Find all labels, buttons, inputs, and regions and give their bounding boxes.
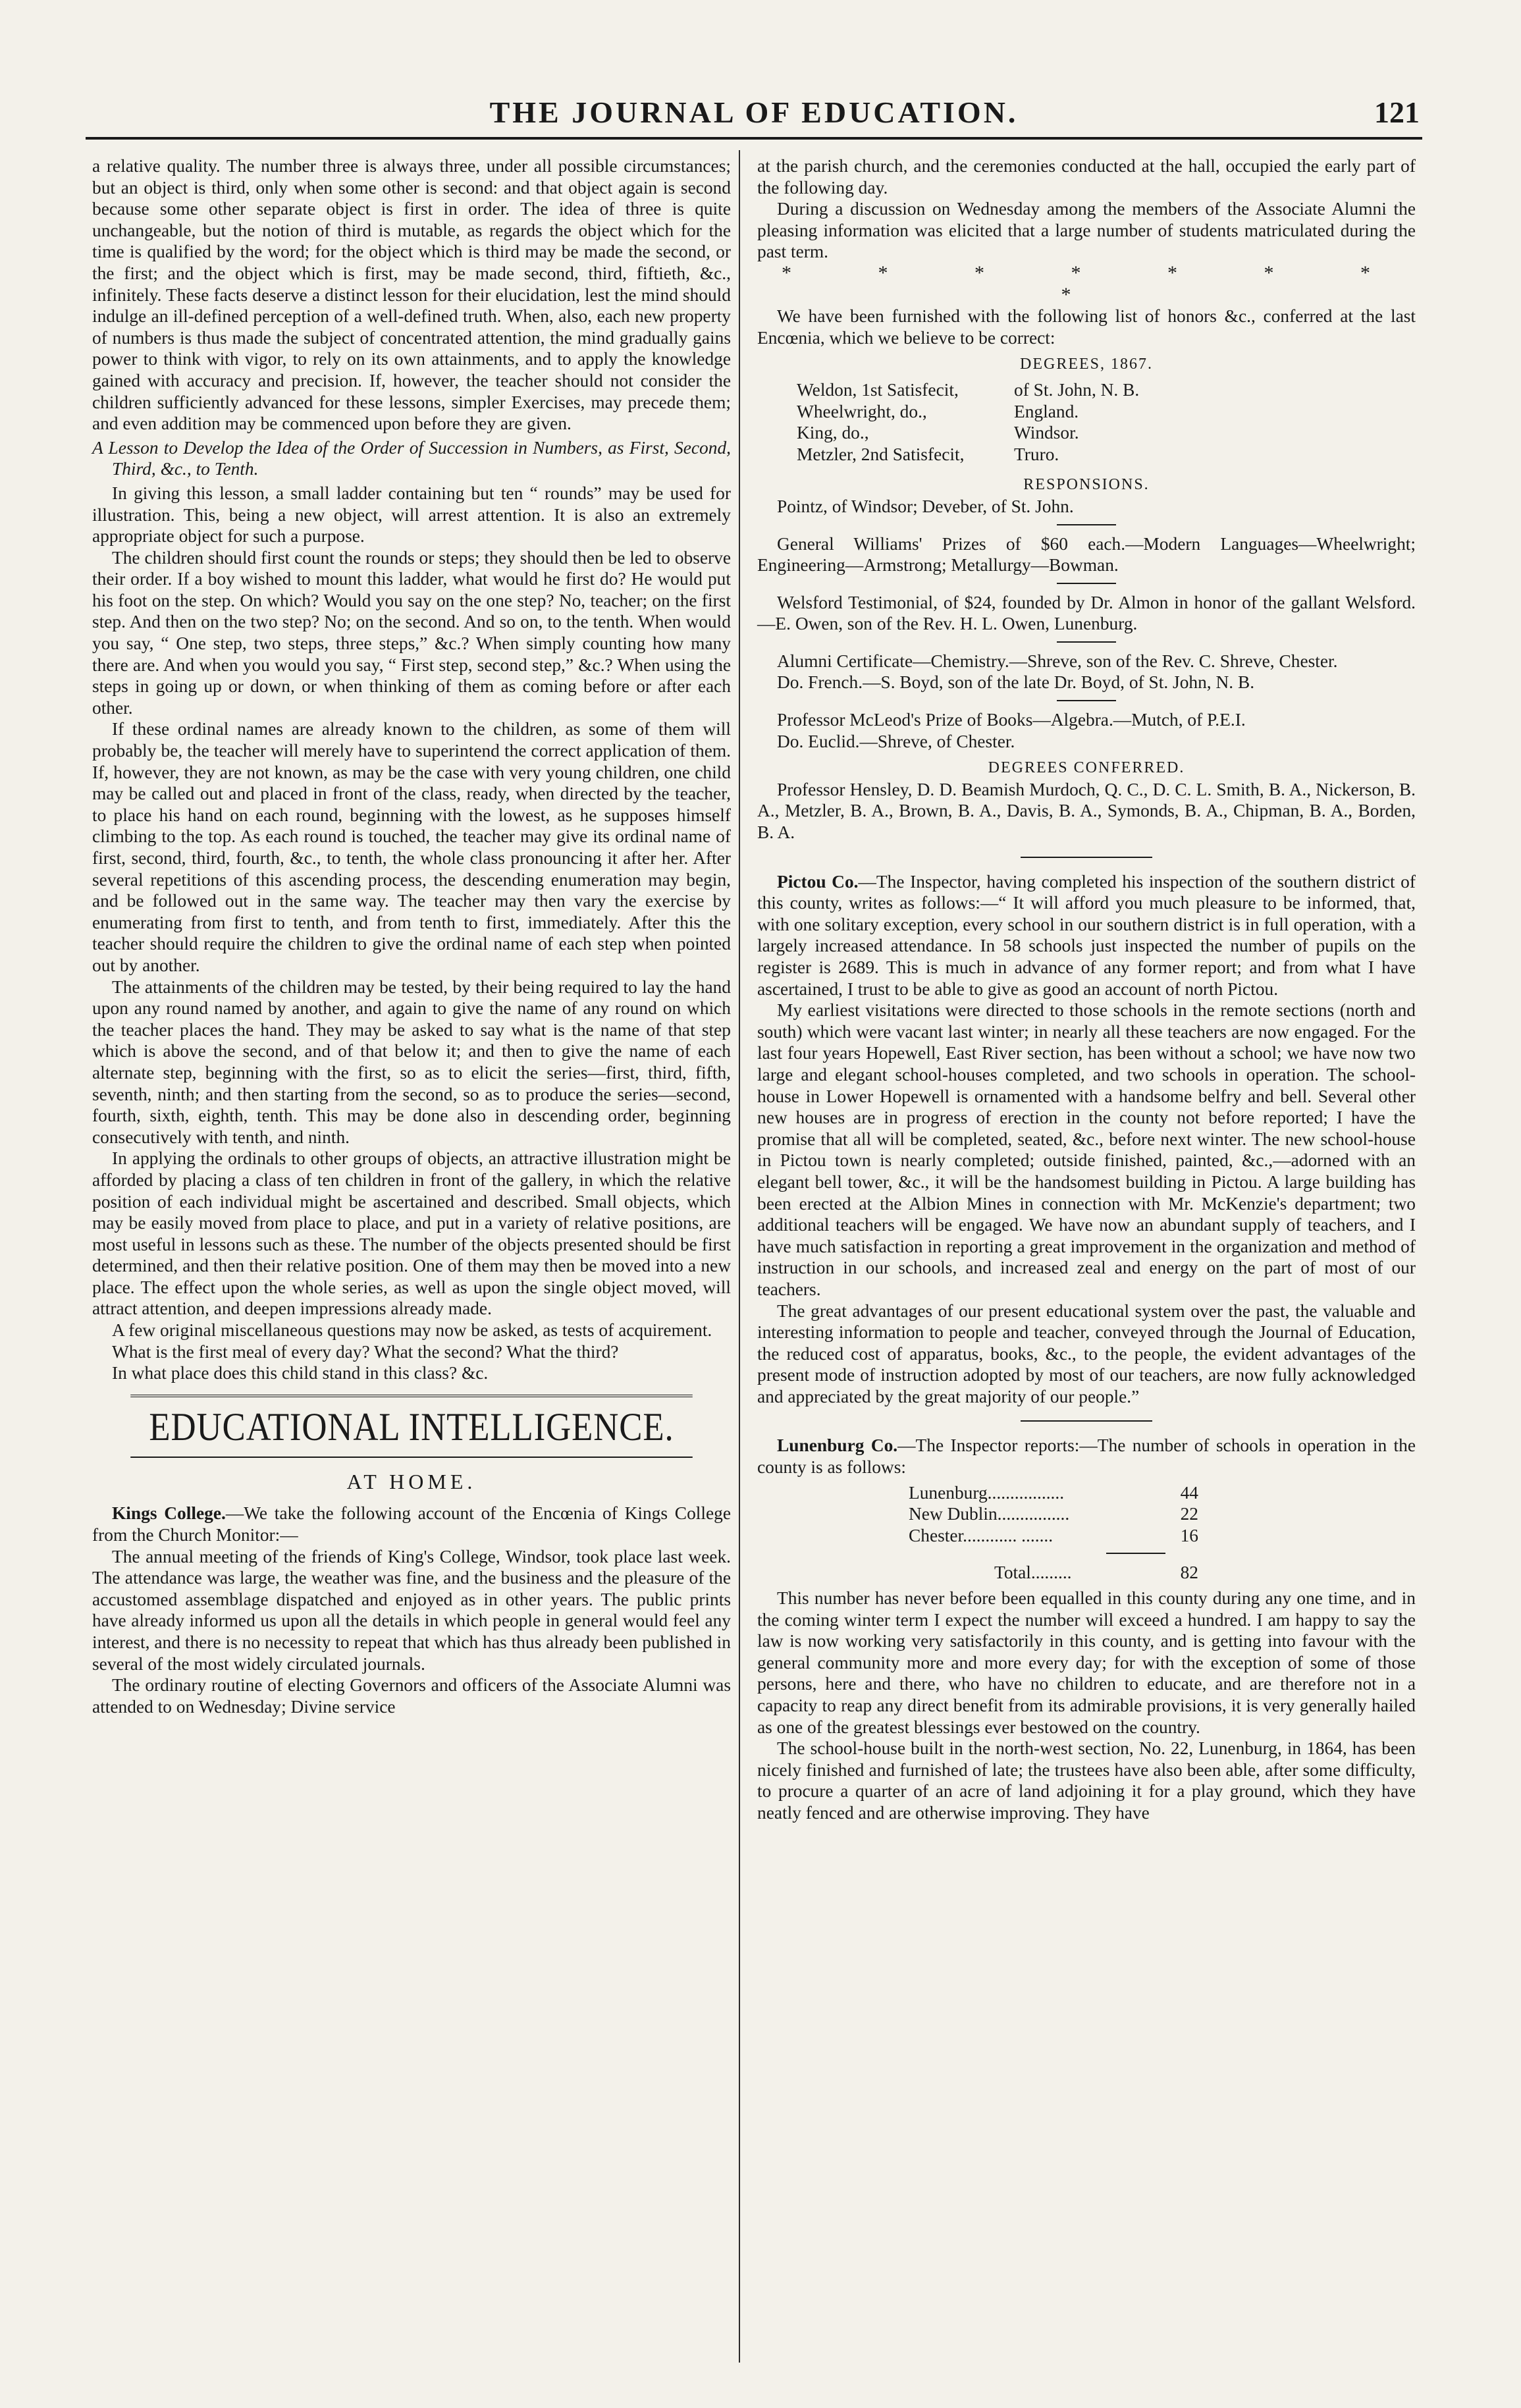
degrees-heading: DEGREES, 1867. (1020, 356, 1153, 373)
table-total-row: Total......... 82 (994, 1563, 1198, 1583)
paragraph: The great advantages of our present educational system over the past, the valuable and interesting information to people and teacher, conveyed through the Journal of Education, the reduced cost of apparatus, books, &c., to the people, the evident advantages of the present mode of instruction adopted by most of our teachers, are now fully acknowledged and appreciated by the great majority of our people.” (757, 1300, 1416, 1406)
sum-rule (1106, 1553, 1165, 1554)
list-item: Metzler, 2nd Satisfecit, Truro. (797, 444, 1059, 464)
short-rule (1057, 524, 1116, 525)
page-header (86, 94, 1422, 140)
subsection-heading: AT HOME. (346, 1469, 477, 1493)
run-in-heading: Kings College. (112, 1503, 226, 1524)
paragraph: The children should first count the rounds or steps; they should then be led to observe their order. If a boy wished to mount this ladder, what would he first do? He would put his foot on the step. On which? Would you say on the one step? No, teacher; on the first step. And then on the two step? No; on the second. And so on, to the tenth. When would you say, “ One step, two steps, three steps,” &c.? When simply counting how many there are. And when you would you say, “ First step, second step,” &c.? When using the steps in going up or down, or when thinking of them as coming before or after each other. (92, 547, 731, 718)
paragraph: In giving this lesson, a small ladder containing but ten “ rounds” may be used for illustration. This, being a new object, will arrest attention. It is also an extremely appropriate object for such a purpose. (92, 483, 731, 547)
paragraph: The annual meeting of the friends of King's College, Windsor, took place last week. The attendance was large, the weather was fine, and the business and the pleasure of the accustomed assemblage dispatched and enjoyed as in other years. The public prints have already informed us upon all the details in which people in general would feel any interest, and there is no necessity to repeat that which has thus already been published in several of the most widely circulated journals. (92, 1546, 731, 1674)
degrees-list (757, 379, 1416, 465)
paragraph: General Williams' Prizes of $60 each.—Modern Languages—Wheelwright; Engineering—Armstrong; Metallurgy—Bowman. (757, 533, 1416, 575)
paragraph: In what place does this child stand in this class? &c. (112, 1363, 489, 1383)
paragraph: We have been furnished with the following list of honors &c., conferred at the last Encœnia, which we believe to be correct: (757, 306, 1416, 348)
schools-table (909, 1482, 1198, 1584)
short-rule (1057, 700, 1116, 701)
paragraph-lunenburg (757, 1435, 1416, 1478)
paragraph: A few original miscellaneous questions may now be asked, as tests of acquirement. (112, 1320, 712, 1341)
responsions-heading: RESPONSIONS. (1023, 476, 1150, 494)
paragraph: If these ordinal names are already known to the children, as some of them will probably be, the teacher will merely have to superintend the correct application of them. If, however, they are not known, as may be the case with very young children, one child may be called out and placed in front of the class, ready, when directed by the teacher, to place his hand on each round, beginning with the lowest, as he supposes himself climbing to the top. As each round is touched, the teacher may give its ordinal name of first, second, third, fourth, &c., to tenth, the whole class pronouncing it after her. After several repetitions of this ascending process, the descending enumeration may begin, and be followed out in the same way. The teacher may then vary the exercise by enumerating from first to tenth, and from tenth to first, immediately. After this the teacher should require the children to give the ordinal name of each step when pointed out by another. (92, 719, 731, 975)
paragraph: Welsford Testimonial, of $24, founded by Dr. Almon in honor of the gallant Welsford.—E. Owen, son of the Rev. H. L. Owen, Lunenburg. (757, 592, 1416, 634)
paragraph-kings-college (92, 1503, 731, 1545)
table-row: Lunenburg................. 44 (909, 1482, 1198, 1503)
paragraph: Professor Hensley, D. D. Beamish Murdoch, Q. C., D. C. L. Smith, B. A., Nickerson, B. A., Metzler, B. A., Brown, B. A., Davis, B. A., Symonds, B. A., Chipman, B. A., Borden, B. A. (757, 779, 1416, 843)
run-in-heading: Pictou Co. (777, 871, 859, 892)
run-in-heading: Lunenburg Co. (777, 1435, 898, 1456)
paragraph: What is the first meal of every day? What the second? What the third? (112, 1341, 619, 1362)
page-number: 121 (1374, 95, 1420, 129)
list-item: King, do., Windsor. (797, 423, 1079, 443)
paragraph: In applying the ordinals to other groups of objects, an attractive illustration might be afforded by placing a class of ten children in front of the gallery, in which the relative position of each individual might be ascertained and described. Small objects, which may be easily moved from place to place, and put in a variety of relative positions, are most useful in lessons such as these. The number of the objects presented should be first determined, and then their relative position. One of them may then be moved into a new place. The effect upon the whole series, as well as upon the single object moved, will attract attention, and deepen impressions already made. (92, 1148, 731, 1319)
paragraph: at the parish church, and the ceremonies conducted at the hall, occupied the early part of the following day. (757, 156, 1416, 198)
section-rule (1021, 857, 1152, 858)
asterism: * * * * * * * * (782, 261, 1411, 306)
paragraph: Do. French.—S. Boyd, son of the late Dr. Boyd, of St. John, N. B. (777, 672, 1255, 693)
conferred-heading: DEGREES CONFERRED. (988, 759, 1185, 777)
run-in-text: —The Inspector, having completed his inspection of the southern district of this county, writes as follows:—“ It will afford you much pleasure to be informed, that, with one solitary exception, every school in our southern district is in full operation, with a largely increased attendance. In 58 schools just inspected the number of pupils on the register is 2689. This is much in advance of any former report; and from what I have ascertained, I trust to be able to give as good an account of north Pictou. (757, 871, 1416, 999)
list-item: Weldon, 1st Satisfecit, of St. John, N. B. (797, 379, 1140, 400)
table-row: Chester............ ....... 16 (909, 1525, 1198, 1545)
column-divider (739, 150, 740, 2363)
paragraph: a relative quality. The number three is always three, under all possible circumstances; but an object is third, only when some other is second: and that object again is second because some other separate object is first in order. The idea of three is quite unchangeable, but the notion of third is mutable, as regards the object which for the time is qualified by the word; for the object which is third may be made the second, or the first; and the object which is first, may be made second, third, fiftieth, &c., infinitely. These facts deserve a distinct lesson for their elucidation, lest the mind should indulge an ill-defined perception of a well-defined truth. When, also, each new property of numbers is thus made the subject of concentrated attention, the mind gradually gains power to think with vigor, to rely on its own attainments, and to apply the knowledge gained with accuracy and precision. If, however, the teacher should not consider the children sufficiently advanced for these lessons, simpler Exercises, may precede them; and even addition may be commenced upon before they are given. (92, 156, 731, 434)
paragraph: My earliest visitations were directed to those schools in the remote sections (north and south) which were vacant last winter; in nearly all these teachers are now engaged. For the last four years Hopewell, East River section, has been without a school; we have now two large and elegant school-houses completed, and two schools in operation. The school-house in Lower Hopewell is ornamented with a handsome belfry and bell. Several other new houses are in progress of erection in the county not before reported; I have the promise that all will be completed, seated, &c., before next winter. The new school-house in Pictou town is nearly completed; outside finished, painted, &c.,—adorned with an elegant bell tower, &c., it will be the handsomest building in Pictou. A large building has been erected at the Albion Mines in connection with Mr. McKenzie's department; two additional teachers will be engaged. We have now an abundant supply of teachers, and I have much satisfaction in reporting a great improvement in the organization and method of instruction in our schools, and increased zeal and energy on the part of most of our teachers. (757, 1000, 1416, 1299)
table-row: New Dublin................ 22 (909, 1504, 1198, 1524)
section-rule (1021, 1420, 1152, 1422)
left-column (92, 155, 731, 1717)
run-in-text: —We take the following account of the Encœnia of Kings College from the Church Monitor:— (92, 1503, 731, 1545)
short-rule (1057, 641, 1116, 643)
paragraph: The school-house built in the north-west section, No. 22, Lunenburg, in 1864, has been nicely finished and furnished of late; the trustees have also been able, after some difficulty, to procure a quarter of an acre of land adjoining it for a play ground, which they have neatly fenced and are otherwise improving. They have (757, 1738, 1416, 1823)
lesson-title: A Lesson to Develop the Idea of the Order of Succession in Numbers, as First, Second, Third, &c., to Tenth. (92, 437, 731, 479)
paragraph: Professor McLeod's Prize of Books—Algebra.—Mutch, of P.E.I. (777, 710, 1246, 730)
right-column (757, 155, 1416, 1824)
paragraph: During a discussion on Wednesday among the members of the Associate Alumni the pleasing information was elicited that a large number of students matriculated during the past term. (757, 199, 1416, 262)
paragraph: Pointz, of Windsor; Deveber, of St. John. (777, 496, 1074, 516)
short-rule (1057, 583, 1116, 584)
paragraph: Do. Euclid.—Shreve, of Chester. (777, 731, 1015, 751)
paragraph-pictou (757, 871, 1416, 1000)
list-item: Wheelwright, do., England. (797, 401, 1079, 421)
run-in-text: —The Inspector reports:—The number of schools in operation in the county is as follows: (757, 1435, 1416, 1478)
paragraph: This number has never before been equalled in this county during any one time, and in the coming winter term I expect the number will exceed a hundred. I am happy to say the law is now working very satisfactorily in this county, and is getting into favour with the general community more and more every day; for with the exception of some of those persons, here and there, who have no children to educate, and are therefore not in a capacity to reap any direct benefit from its admirable provisions, it is very generally hailed as one of the greatest blessings ever bestowed on the country. (757, 1588, 1416, 1737)
journal-title: THE JOURNAL OF EDUCATION. (489, 95, 1019, 129)
paragraph: The attainments of the children may be tested, by their being required to lay the hand upon any round named by another, and again to give the name of any round on which the teacher places the hand. They may be asked to say what is the name of that step which is above the second, and of that below it; and then to give the name of each alternate step, beginning with the first, so as to elicit the series—first, third, fifth, seventh, ninth; and then starting from the second, so as to produce the series—second, fourth, sixth, eighth, tenth. This may be done also in descending order, beginning consecutively with tenth, and ninth. (92, 977, 731, 1147)
paragraph: The ordinary routine of electing Governors and officers of the Associate Alumni was attended to on Wednesday; Divine service (92, 1675, 731, 1717)
paragraph: Alumni Certificate—Chemistry.—Shreve, son of the Rev. C. Shreve, Chester. (777, 651, 1338, 671)
section-heading: EDUCATIONAL INTELLIGENCE. (130, 1395, 693, 1458)
